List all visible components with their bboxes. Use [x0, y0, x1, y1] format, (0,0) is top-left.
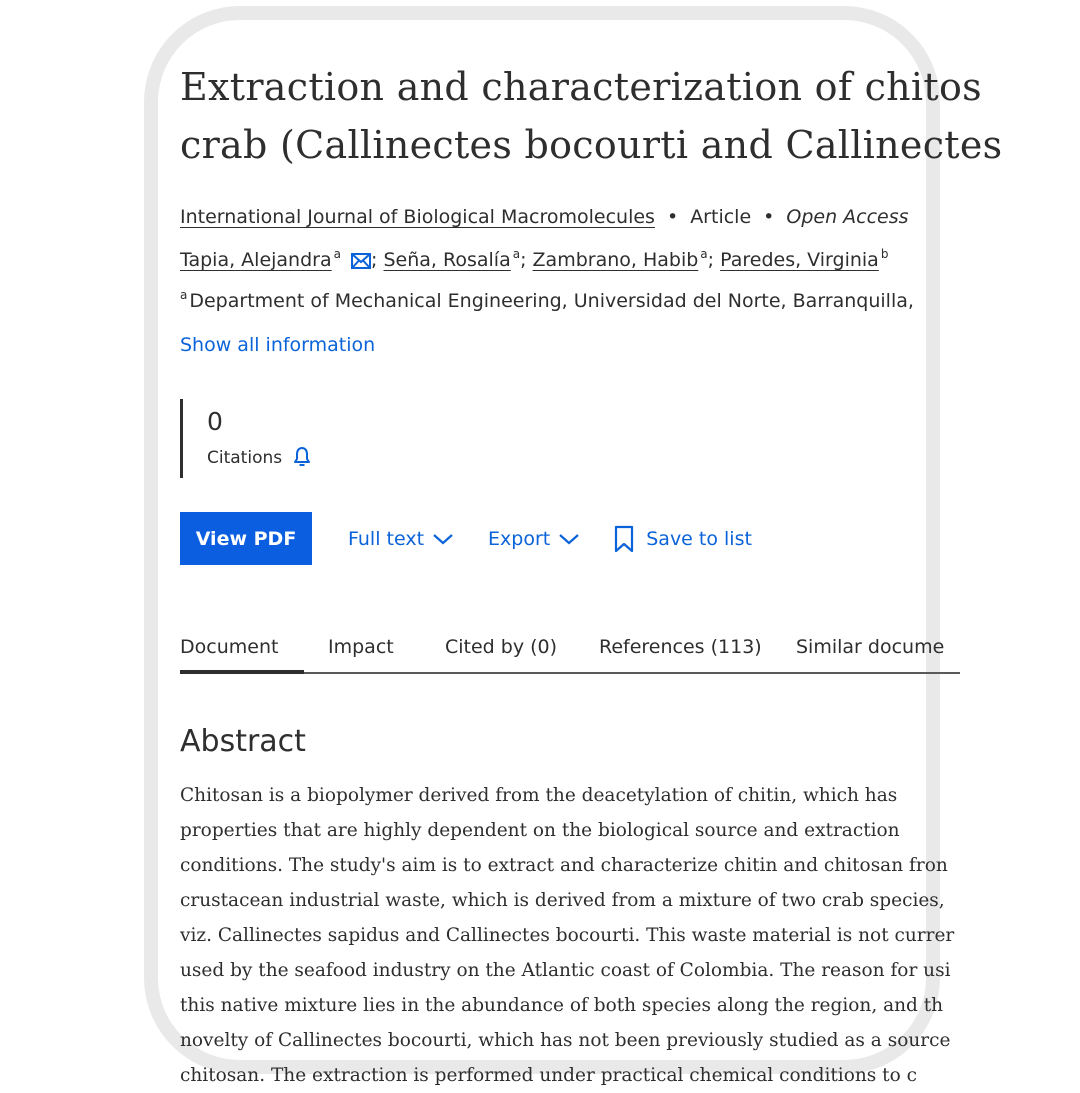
abstract-body — [180, 778, 955, 1093]
abstract-line: chitosan. The extraction is performed under practical chemical conditions to c — [180, 1065, 917, 1086]
bookmark-icon — [614, 525, 634, 553]
affiliation — [180, 288, 914, 312]
affiliation-marker: a — [700, 247, 708, 261]
tab-document[interactable]: Document — [180, 636, 279, 658]
meta-separator: • — [763, 206, 775, 228]
active-tab-indicator — [180, 670, 304, 674]
article-title-line-2: crab (Callinectes bocourti and Callinectes — [180, 123, 1003, 167]
phone-frame — [144, 6, 1003, 1086]
bell-icon[interactable] — [290, 444, 314, 468]
tab-impact[interactable]: Impact — [328, 636, 394, 658]
view-pdf-button[interactable]: View PDF — [180, 512, 312, 565]
author-link[interactable]: Zambrano, Habib — [532, 249, 699, 271]
abstract-line: Chitosan is a biopolymer derived from the deacetylation of chitin, which has — [180, 785, 898, 806]
abstract-line: conditions. The study's aim is to extract and characterize chitin and chitosan fron — [180, 855, 948, 876]
abstract-heading: Abstract — [180, 724, 306, 759]
abstract-line: novelty of Callinectes bocourti, which has not been previously studied as a source — [180, 1030, 951, 1051]
action-bar — [180, 512, 752, 565]
abstract-line: viz. Callinectes sapidus and Callinectes bocourti. This waste material is not currer — [180, 925, 955, 946]
citations-metric — [180, 399, 314, 478]
journal-link[interactable]: International Journal of Biological Macromolecules — [180, 206, 655, 228]
article-title-line-1: Extraction and characterization of chitos — [180, 65, 982, 109]
abstract-line: properties that are highly dependent on the biological source and extraction — [180, 820, 900, 841]
author-link[interactable]: Tapia, Alejandra — [180, 249, 332, 271]
show-all-information-link[interactable]: Show all information — [180, 334, 376, 356]
author-separator: ; — [707, 249, 715, 271]
chevron-down-icon — [558, 532, 580, 546]
author-link[interactable]: Paredes, Virginia — [720, 249, 879, 271]
article-title — [180, 58, 1002, 174]
document-tabs — [180, 624, 960, 674]
export-dropdown[interactable] — [488, 528, 580, 550]
citations-label: Citations — [207, 448, 283, 468]
document-type: Article — [690, 206, 752, 228]
tab-references[interactable]: References (113) — [599, 636, 762, 658]
meta-separator: • — [666, 206, 679, 228]
citations-label-row — [207, 444, 314, 468]
access-type: Open Access — [786, 206, 909, 228]
author-separator: ; — [520, 249, 527, 271]
affiliation-marker: a — [333, 247, 341, 261]
citations-count: 0 — [207, 407, 223, 436]
author-separator: ; — [371, 249, 378, 271]
author-link[interactable]: Seña, Rosalía — [383, 249, 511, 271]
full-text-dropdown[interactable] — [348, 528, 454, 550]
affiliation-marker: a — [180, 288, 188, 302]
article-meta — [180, 206, 909, 228]
tab-similar-documents[interactable]: Similar docume — [796, 636, 945, 658]
full-text-label: Full text — [348, 527, 425, 550]
export-label: Export — [488, 527, 551, 550]
affiliation-marker: a — [512, 247, 521, 261]
affiliation-text: Department of Mechanical Engineering, Universidad del Norte, Barranquilla, — [189, 290, 914, 312]
abstract-line: this native mixture lies in the abundance of both species along the region, and th — [180, 995, 944, 1016]
chevron-down-icon — [432, 532, 454, 546]
save-to-list-label: Save to list — [646, 527, 752, 550]
article-page — [166, 20, 1003, 1086]
abstract-line: crustacean industrial waste, which is derived from a mixture of two crab species, — [180, 890, 945, 911]
tab-cited-by[interactable]: Cited by (0) — [445, 636, 558, 658]
abstract-line: used by the seafood industry on the Atlantic coast of Colombia. The reason for usi — [180, 960, 951, 981]
email-icon[interactable] — [351, 252, 371, 274]
save-to-list-button[interactable] — [614, 525, 752, 553]
author-list — [180, 247, 888, 274]
affiliation-marker: b — [880, 247, 889, 261]
